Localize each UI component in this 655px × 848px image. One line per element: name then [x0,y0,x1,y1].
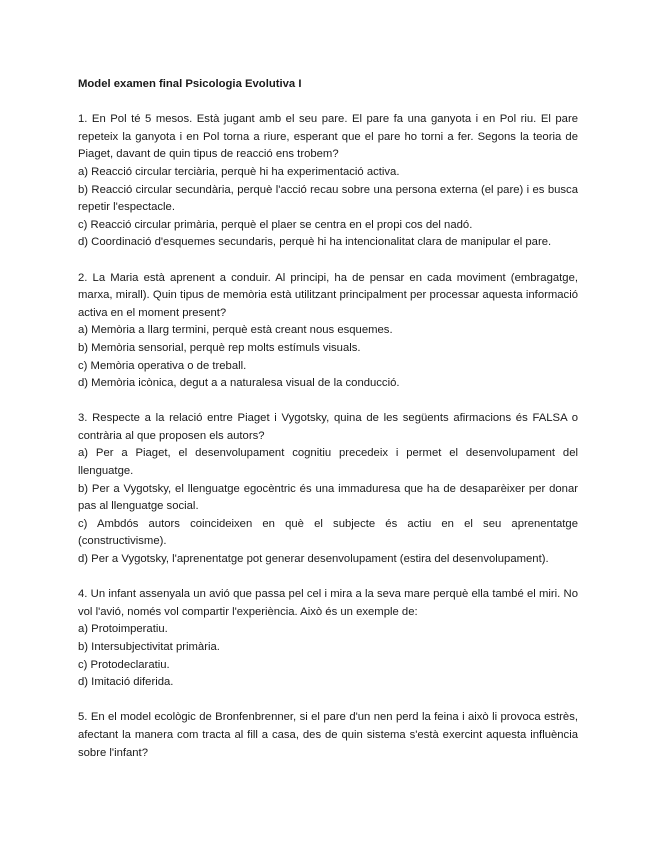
answer-option-a: a) Per a Piaget, el desenvolupament cognitiu precedeix i permet el desenvolupament del llenguatge. [78,447,578,478]
document-title: Model examen final Psicologia Evolutiva I [78,78,302,90]
question-stem: 5. En el model ecològic de Bronfenbrenner, si el pare d'un nen perd la feina i això li provoca estrès, afectant la manera com tracta al fill a casa, des de quin sistema s'està exercint aquesta influència sobre l'infant? [78,711,578,759]
answer-option-d: d) Memòria icònica, degut a a naturalesa visual de la conducció. [78,377,400,390]
answer-option-d: d) Coordinació d'esquemes secundaris, perquè hi ha intencionalitat clara de manipular el pare. [78,236,552,249]
answer-option-c: c) Ambdós autors coincideixen en què el subjecte és actiu en el seu aprenentatge (constructivisme). [78,517,578,548]
answer-option-a: a) Reacció circular terciària, perquè hi ha experimentació activa. [78,165,400,178]
question-5 [78,709,578,762]
answer-option-a: a) Memòria a llarg termini, perquè està creant nous esquemes. [78,324,393,337]
answer-option-b: b) Per a Vygotsky, el llenguatge egocèntric és una immaduresa que ha de desaparèixer per donar pas al llenguatge social. [78,482,578,513]
question-stem: 4. Un infant assenyala un avió que passa pel cel i mira a la seva mare perquè ella també el miri. No vol l'avió, només vol compartir l'experiència. Això és un exemple de: [78,588,578,618]
question-3 [78,410,578,568]
answer-option-d: d) Per a Vygotsky, l'aprenentatge pot generar desenvolupament (estira del desenvolupament). [78,553,549,566]
question-stem: 1. En Pol té 5 mesos. Està jugant amb el seu pare. El pare fa una ganyota i en Pol riu. El pare repeteix la ganyota i en Pol torna a riure, esperant que el pare ho torni a fer. Segons la teoria de Piaget, davant de quin tipus de reacció ens trobem? [78,113,578,161]
answer-option-a: a) Protoimperatiu. [78,623,168,636]
answer-option-c: c) Reacció circular primària, perquè el plaer se centra en el propi cos del nadó. [78,218,473,231]
answer-option-b: b) Memòria sensorial, perquè rep molts estímuls visuals. [78,341,361,354]
question-1 [78,111,578,252]
question-stem: 3. Respecte a la relació entre Piaget i Vygotsky, quina de les següents afirmacions és FALSA o contrària al que proposen els autors? [78,412,578,442]
question-stem: 2. La Maria està aprenent a conduir. Al principi, ha de pensar en cada moviment (embragatge, marxa, mirall). Quin tipus de memòria està utilitzant principalment per processar aquesta informació activa en el moment present? [78,271,578,319]
answer-option-c: c) Memòria operativa o de treball. [78,359,247,372]
answer-option-c: c) Protodeclaratiu. [78,658,170,671]
question-4 [78,586,578,692]
document-page [78,76,578,780]
answer-option-b: b) Reacció circular secundària, perquè l'acció recau sobre una persona externa (el pare) i es busca repetir l'espectacle. [78,183,578,214]
answer-option-d: d) Imitació diferida. [78,676,174,689]
question-2 [78,270,578,393]
answer-option-b: b) Intersubjectivitat primària. [78,641,220,653]
